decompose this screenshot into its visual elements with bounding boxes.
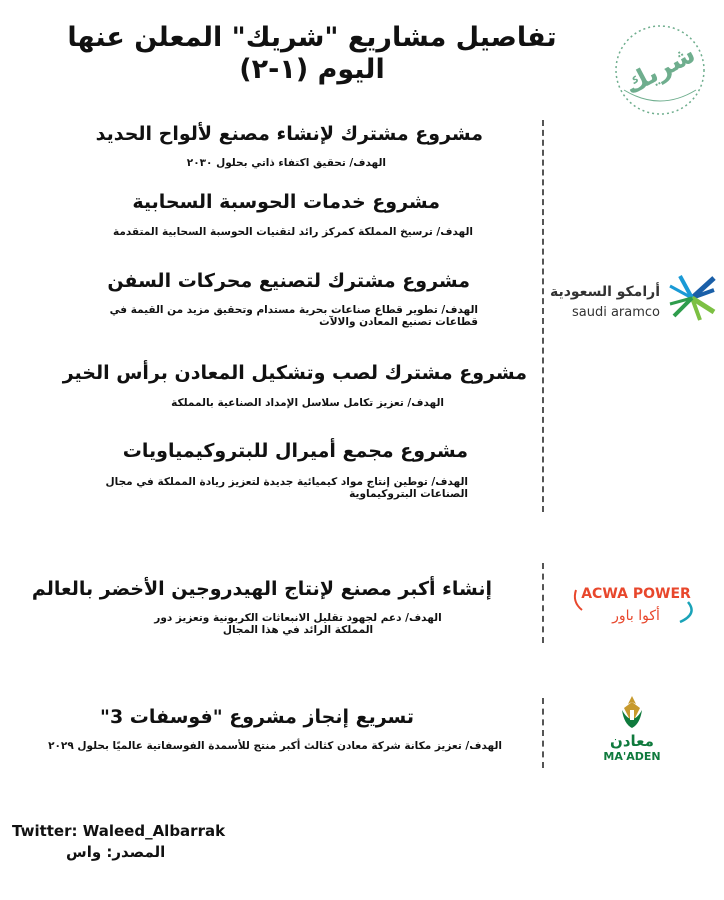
acwa-project-goal: الهدف/ دعم لجهود تقليل الانبعاثات الكربونية وتعزيز دور المملكة الرائد في هذا المجال [154, 612, 442, 636]
aramco-divider [542, 120, 544, 512]
sharik-logo [610, 20, 710, 120]
aramco-project-2-title: مشروع خدمات الحوسبة السحابية [132, 191, 440, 213]
twitter-handle: Twitter: Waleed_Albarrak [12, 822, 226, 840]
page-title: تفاصيل مشاريع "شريك" المعلن عنها اليوم (١-٢) [67, 22, 557, 85]
acwa-logo-arabic: أكوا باور [612, 608, 660, 624]
aramco-project-1-goal: الهدف/ تحقيق اكتفاء ذاتي بحلول ٢٠٣٠ [186, 157, 386, 169]
maaden-project-goal: الهدف/ تعزيز مكانة شركة معادن كثالث أكبر منتج للأسمدة الفوسفاتية عالميًا بحلول ٢٠٢٩ [48, 740, 502, 752]
maaden-project-title: تسريع إنجاز مشروع "فوسفات 3" [100, 706, 414, 728]
aramco-project-5-goal: الهدف/ توطين إنتاج مواد كيميائية جديدة لتعزيز ريادة المملكة في مجال الصناعات البتروكيماوية [105, 476, 468, 500]
maaden-logo-latin: MA'ADEN [603, 750, 661, 763]
aramco-logo [550, 272, 718, 324]
aramco-project-3-goal: الهدف/ تطوير قطاع صناعات بحرية مستدام وتحقيق مزيد من القيمة في قطاعات تصنيع المعادن والالآت [109, 304, 478, 328]
aramco-project-2-goal: الهدف/ ترسيخ المملكة كمركز رائد لتقنيات الحوسبة السحابية المتقدمة [112, 226, 473, 238]
svg-text:شريك: شريك [619, 38, 701, 102]
aramco-project-4-title: مشروع مشترك لصب وتشكيل المعادن برأس الخير [62, 362, 527, 384]
source-credit: المصدر: واس [66, 843, 166, 861]
acwa-project-title: إنشاء أكبر مصنع لإنتاج الهيدروجين الأخضر بالعالم [31, 578, 492, 600]
aramco-logo-latin: saudi aramco [571, 305, 660, 320]
aramco-project-5-title: مشروع مجمع أميرال للبتروكيمياويات [122, 440, 468, 462]
aramco-project-1-title: مشروع مشترك لإنشاء مصنع لألواح الحديد [95, 123, 483, 145]
maaden-divider [542, 698, 544, 768]
maaden-logo-arabic: معادن [610, 732, 654, 750]
acwa-divider [542, 563, 544, 643]
acwa-logo-latin: ACWA POWER [581, 586, 691, 602]
acwa-power-logo [570, 580, 702, 626]
aramco-project-4-goal: الهدف/ تعزيز تكامل سلاسل الإمداد الصناعية بالمملكة [171, 397, 444, 409]
aramco-logo-arabic: أرامكو السعودية [550, 284, 660, 300]
aramco-project-3-title: مشروع مشترك لتصنيع محركات السفن [107, 270, 470, 292]
maaden-logo [592, 694, 672, 764]
